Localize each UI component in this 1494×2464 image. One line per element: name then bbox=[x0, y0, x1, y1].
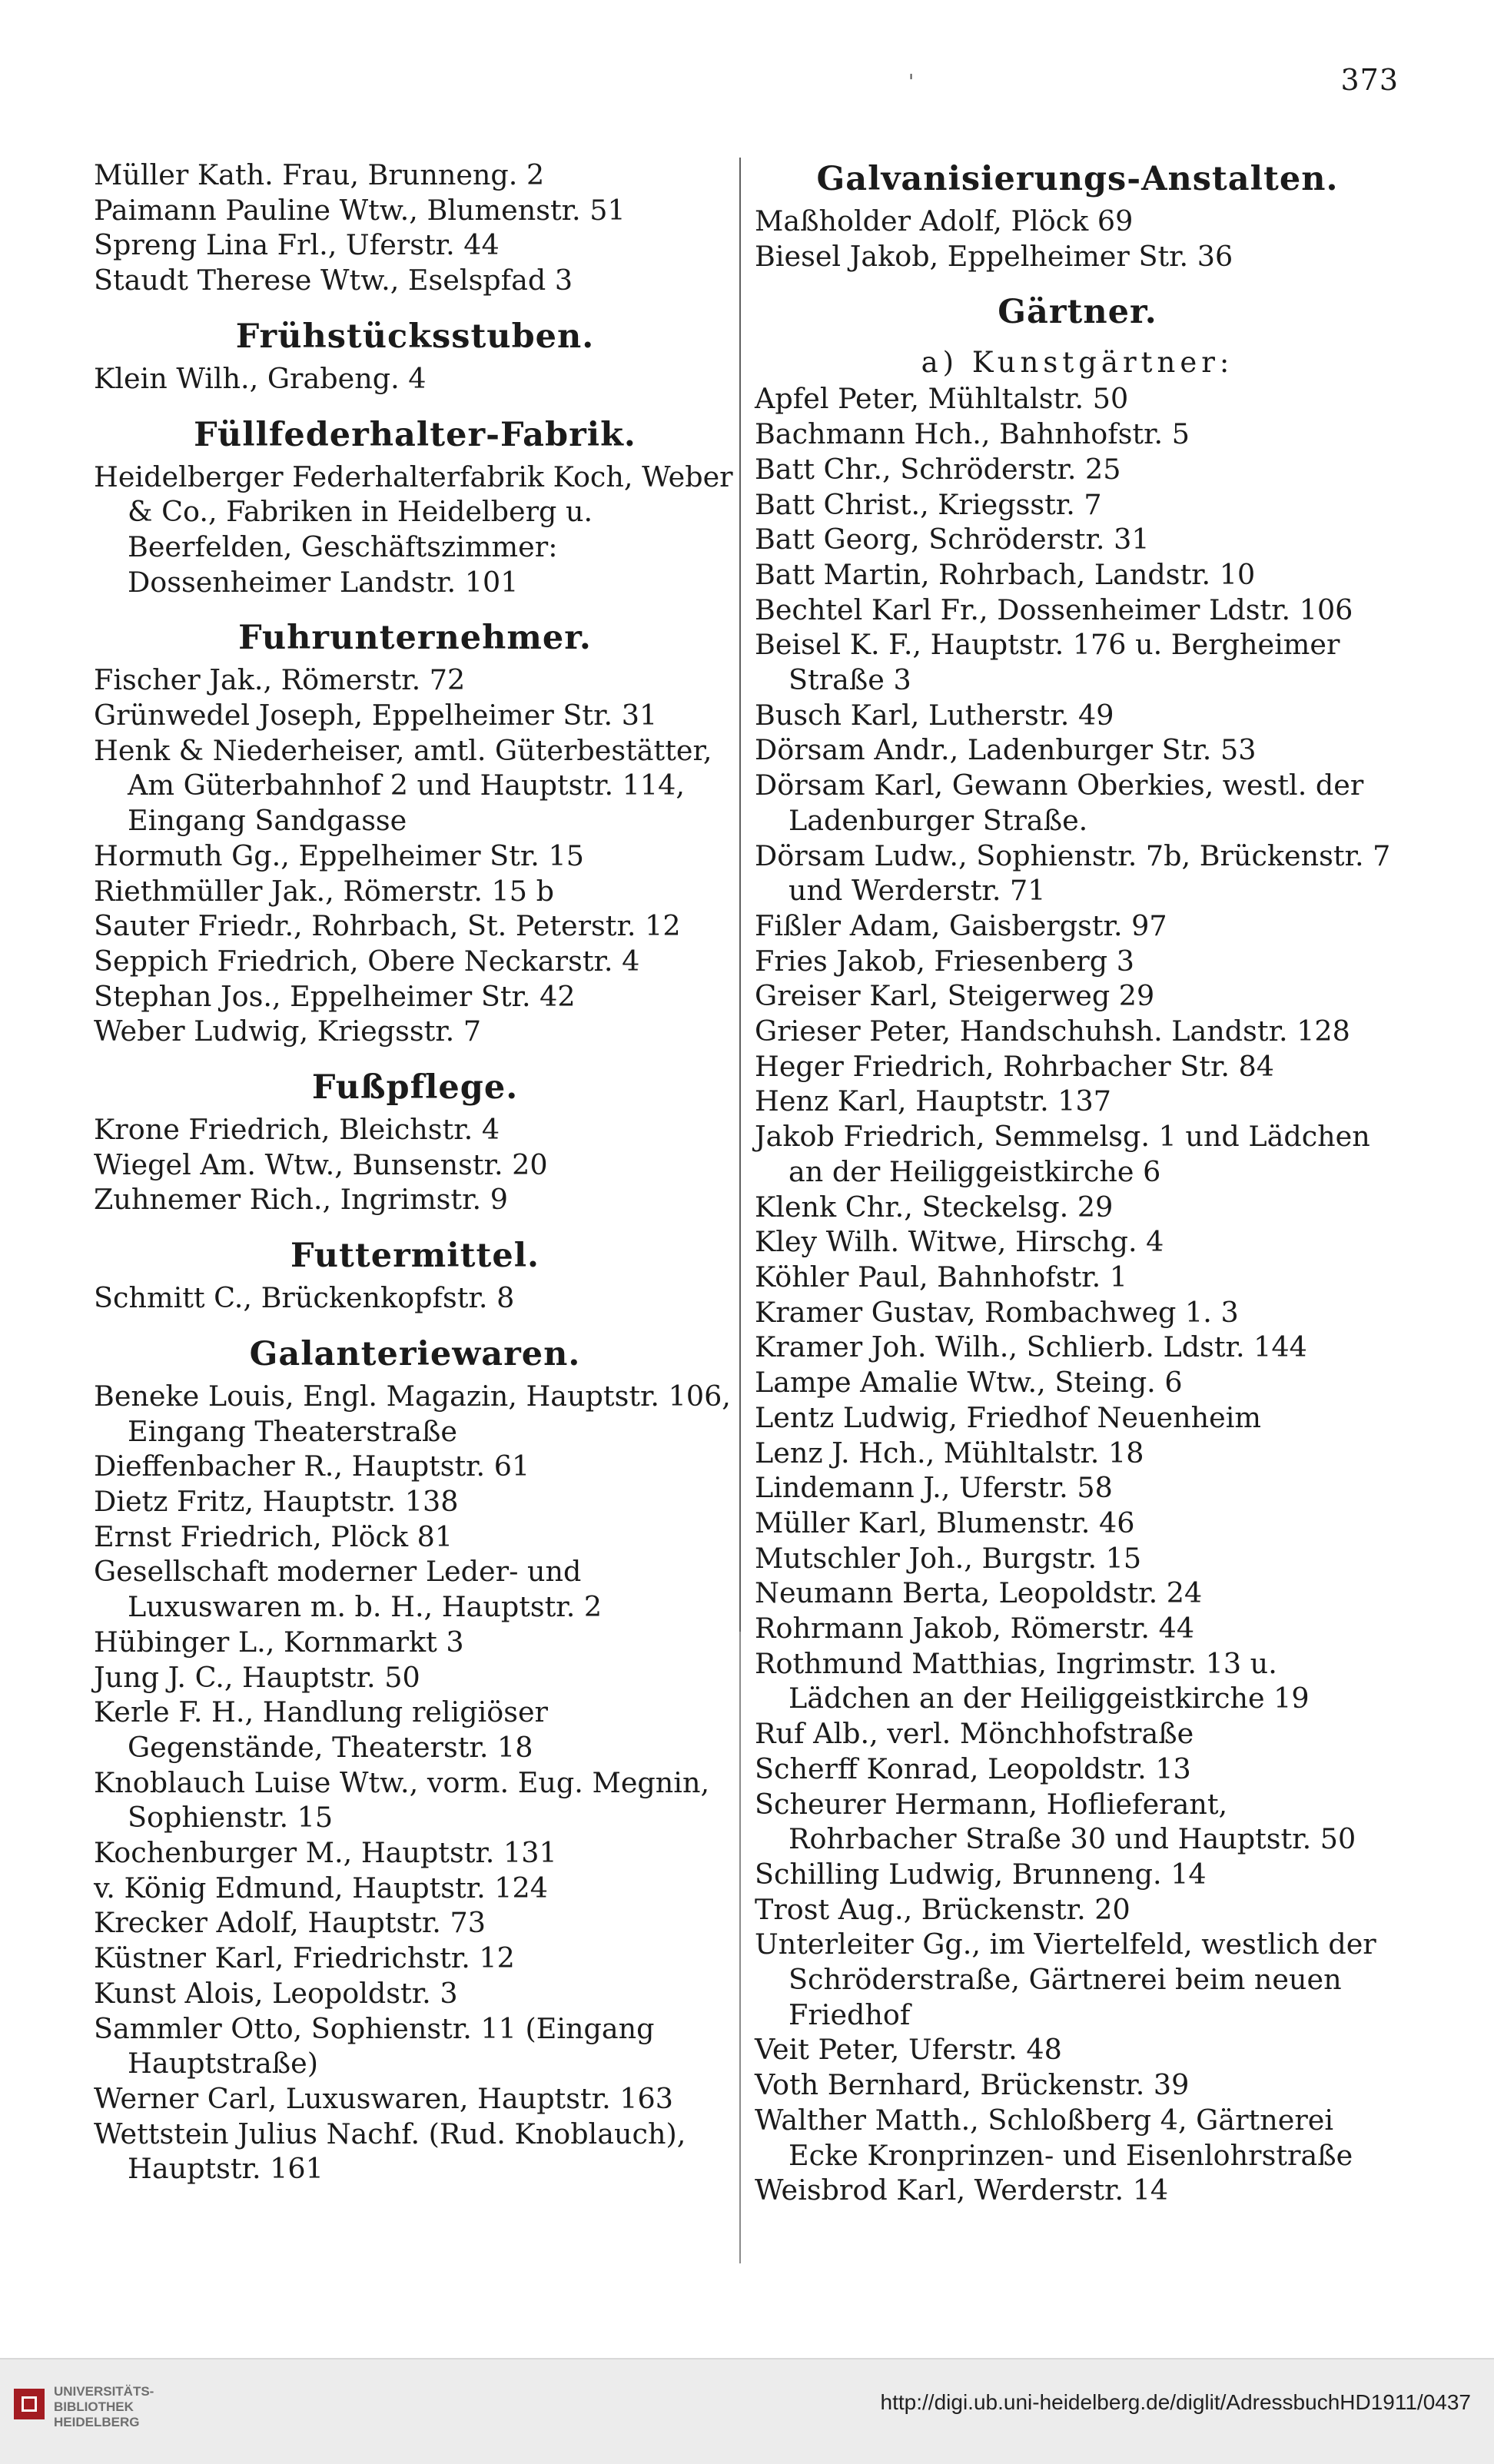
directory-entry: Lindemann J., Uferstr. 58 bbox=[755, 1471, 1113, 1505]
directory-entry: Ruf Alb., verl. Mönchhofstraße bbox=[755, 1717, 1194, 1751]
library-logo-icon bbox=[14, 2389, 45, 2419]
directory-entry: Jakob Friedrich, Semmelsg. 1 und Lädchen an der Heiliggeistkirche 6 bbox=[755, 1120, 1370, 1188]
directory-entry: Biesel Jakob, Eppelheimer Str. 36 bbox=[755, 239, 1233, 273]
directory-entry: Neumann Berta, Leopoldstr. 24 bbox=[755, 1576, 1203, 1610]
directory-entry: Scherff Konrad, Leopoldstr. 13 bbox=[755, 1752, 1191, 1785]
directory-entry: Heger Friedrich, Rohrbacher Str. 84 bbox=[755, 1049, 1275, 1083]
directory-entry: Krone Friedrich, Bleichstr. 4 bbox=[94, 1113, 500, 1147]
directory-entry: Apfel Peter, Mühltalstr. 50 bbox=[755, 382, 1129, 416]
directory-entry: Küstner Karl, Friedrichstr. 12 bbox=[94, 1941, 515, 1975]
directory-entry: Grünwedel Joseph, Eppelheimer Str. 31 bbox=[94, 699, 658, 732]
directory-entry: Zuhnemer Rich., Ingrimstr. 9 bbox=[94, 1183, 508, 1217]
directory-entry: Batt Martin, Rohrbach, Landstr. 10 bbox=[755, 557, 1256, 591]
directory-entry: Voth Bernhard, Brückenstr. 39 bbox=[755, 2068, 1190, 2102]
directory-entry: v. König Edmund, Hauptstr. 124 bbox=[94, 1871, 548, 1904]
directory-entry: Gesellschaft moderner Leder- und Luxuswaren m. b. H., Hauptstr. 2 bbox=[94, 1555, 603, 1624]
directory-entry: Beisel K. F., Hauptstr. 176 u. Bergheimer Straße 3 bbox=[755, 628, 1340, 697]
logo-line: BIBLIOTHEK bbox=[54, 2399, 134, 2414]
directory-entry: Seppich Friedrich, Obere Neckarstr. 4 bbox=[94, 944, 640, 978]
directory-entry: Spreng Lina Frl., Uferstr. 44 bbox=[94, 228, 500, 262]
footer-bar bbox=[0, 2358, 1494, 2464]
directory-entry: Lenz J. Hch., Mühltalstr. 18 bbox=[755, 1436, 1144, 1469]
column-divider bbox=[739, 158, 741, 2263]
section-heading: Gärtner. bbox=[998, 293, 1157, 332]
directory-entry: Lentz Ludwig, Friedhof Neuenheim bbox=[755, 1400, 1261, 1434]
directory-entry: Müller Karl, Blumenstr. 46 bbox=[755, 1506, 1135, 1539]
section-heading: Galanteriewaren. bbox=[249, 1334, 581, 1373]
directory-entry: Klenk Chr., Steckelsg. 29 bbox=[755, 1190, 1114, 1224]
directory-entry: Schilling Ludwig, Brunneng. 14 bbox=[755, 1857, 1207, 1891]
directory-entry: Wiegel Am. Wtw., Bunsenstr. 20 bbox=[94, 1147, 548, 1181]
directory-entry: Weber Ludwig, Kriegsstr. 7 bbox=[94, 1014, 482, 1048]
directory-entry: Heidelberger Federhalterfabrik Koch, Weber & Co., Fabriken in Heidelberg u. Beerfelden, Geschäftszimmer: Dossenheimer Landstr. 101 bbox=[94, 460, 733, 599]
directory-entry: Werner Carl, Luxuswaren, Hauptstr. 163 bbox=[94, 2081, 673, 2115]
directory-entry: Rothmund Matthias, Ingrimstr. 13 u. Lädchen an der Heiliggeistkirche 19 bbox=[755, 1646, 1310, 1715]
directory-entry: Beneke Louis, Engl. Magazin, Hauptstr. 106, Eingang Theaterstraße bbox=[94, 1379, 731, 1448]
directory-entry: Fißler Adam, Gaisbergstr. 97 bbox=[755, 908, 1167, 942]
directory-entry: Fischer Jak., Römerstr. 72 bbox=[94, 663, 466, 697]
directory-entry: Dörsam Ludw., Sophienstr. 7b, Brückenstr. 7 und Werderstr. 71 bbox=[755, 838, 1391, 908]
directory-entry: Weisbrod Karl, Werderstr. 14 bbox=[755, 2173, 1169, 2207]
page-number: 373 bbox=[1340, 63, 1399, 97]
directory-entry: Walther Matth., Schloßberg 4, Gärtnerei Ecke Kronprinzen- und Eisenlohrstraße bbox=[755, 2103, 1353, 2172]
directory-entry: Kerle F. H., Handlung religiöser Gegenstände, Theaterstr. 18 bbox=[94, 1695, 549, 1764]
directory-entry: Krecker Adolf, Hauptstr. 73 bbox=[94, 1906, 486, 1940]
directory-entry: Fries Jakob, Friesenberg 3 bbox=[755, 944, 1134, 978]
section-heading: Fußpflege. bbox=[311, 1068, 519, 1107]
directory-entry: Riethmüller Jak., Römerstr. 15 b bbox=[94, 874, 554, 908]
directory-entry: Ernst Friedrich, Plöck 81 bbox=[94, 1519, 453, 1553]
directory-entry: Dietz Fritz, Hauptstr. 138 bbox=[94, 1484, 459, 1518]
library-logo[interactable] bbox=[14, 2383, 206, 2444]
directory-entry: Kley Wilh. Witwe, Hirschg. 4 bbox=[755, 1225, 1164, 1259]
directory-entry: Köhler Paul, Bahnhofstr. 1 bbox=[755, 1260, 1128, 1293]
logo-line: UNIVERSITÄTS- bbox=[54, 2384, 154, 2399]
directory-entry: Jung J. C., Hauptstr. 50 bbox=[94, 1660, 420, 1694]
right-column bbox=[755, 158, 1400, 2208]
directory-entry: Veit Peter, Uferstr. 48 bbox=[755, 2033, 1062, 2067]
directory-entry: Trost Aug., Brückenstr. 20 bbox=[755, 1892, 1130, 1926]
directory-entry: Kramer Gustav, Rombachweg 1. 3 bbox=[755, 1295, 1239, 1329]
directory-entry: Dörsam Karl, Gewann Oberkies, westl. der Ladenburger Straße. bbox=[755, 769, 1364, 837]
section-subheading: a) Kunstgärtner: bbox=[921, 346, 1234, 380]
directory-entry: Müller Kath. Frau, Brunneng. 2 bbox=[94, 158, 545, 191]
directory-entry: Batt Christ., Kriegsstr. 7 bbox=[755, 487, 1102, 521]
directory-entry: Henz Karl, Hauptstr. 137 bbox=[755, 1084, 1111, 1118]
directory-entry: Greiser Karl, Steigerweg 29 bbox=[755, 979, 1155, 1013]
section-heading: Galvanisierungs-Anstalten. bbox=[816, 160, 1339, 198]
directory-entry: Batt Georg, Schröderstr. 31 bbox=[755, 523, 1150, 556]
directory-entry: Schmitt C., Brückenkopfstr. 8 bbox=[94, 1281, 515, 1315]
directory-entry: Staudt Therese Wtw., Eselspfad 3 bbox=[94, 264, 573, 297]
section-heading: Frühstücksstuben. bbox=[235, 317, 595, 356]
directory-entry: Rohrmann Jakob, Römerstr. 44 bbox=[755, 1612, 1195, 1645]
directory-entry: Kochenburger M., Hauptstr. 131 bbox=[94, 1836, 557, 1870]
directory-entry: Unterleiter Gg., im Viertelfeld, westlich der Schröderstraße, Gärtnerei beim neuen Friedhof bbox=[755, 1928, 1376, 2031]
directory-entry: Hormuth Gg., Eppelheimer Str. 15 bbox=[94, 838, 584, 872]
directory-entry: Batt Chr., Schröderstr. 25 bbox=[755, 452, 1121, 486]
directory-entry: Bachmann Hch., Bahnhofstr. 5 bbox=[755, 417, 1190, 451]
directory-entry: Grieser Peter, Handschuhsh. Landstr. 128 bbox=[755, 1014, 1350, 1048]
directory-entry: Stephan Jos., Eppelheimer Str. 42 bbox=[94, 979, 576, 1013]
section-heading: Fuhrunternehmer. bbox=[238, 619, 592, 658]
directory-entry: Maßholder Adolf, Plöck 69 bbox=[755, 204, 1134, 237]
directory-entry: Hübinger L., Kornmarkt 3 bbox=[94, 1625, 464, 1659]
directory-entry: Klein Wilh., Grabeng. 4 bbox=[94, 361, 427, 395]
directory-entry: Knoblauch Luise Wtw., vorm. Eug. Megnin, Sophienstr. 15 bbox=[94, 1765, 710, 1835]
directory-entry: Sammler Otto, Sophienstr. 11 (Eingang Hauptstraße) bbox=[94, 2011, 655, 2080]
directory-entry: Sauter Friedr., Rohrbach, St. Peterstr. 12 bbox=[94, 909, 681, 943]
directory-entry: Paimann Pauline Wtw., Blumenstr. 51 bbox=[94, 193, 626, 227]
page-tick-mark: ' bbox=[908, 71, 915, 94]
directory-entry: Kunst Alois, Leopoldstr. 3 bbox=[94, 1976, 458, 2010]
directory-entry: Scheurer Hermann, Hoflieferant, Rohrbacher Straße 30 und Hauptstr. 50 bbox=[755, 1787, 1356, 1856]
directory-entry: Dieffenbacher R., Hauptstr. 61 bbox=[94, 1450, 530, 1483]
directory-entry: Busch Karl, Lutherstr. 49 bbox=[755, 698, 1114, 732]
directory-entry: Mutschler Joh., Burgstr. 15 bbox=[755, 1541, 1142, 1575]
library-logo-text bbox=[54, 2384, 154, 2430]
directory-entry: Dörsam Andr., Ladenburger Str. 53 bbox=[755, 733, 1257, 767]
section-heading: Futtermittel. bbox=[290, 1237, 540, 1276]
section-heading: Füllfederhalter-Fabrik. bbox=[194, 415, 636, 454]
directory-entry: Kramer Joh. Wilh., Schlierb. Ldstr. 144 bbox=[755, 1330, 1307, 1364]
directory-entry: Henk & Niederheiser, amtl. Güterbestätter, Am Güterbahnhof 2 und Hauptstr. 114, Eingang Sandgasse bbox=[94, 733, 712, 838]
directory-entry: Wettstein Julius Nachf. (Rud. Knoblauch), Hauptstr. 161 bbox=[94, 2117, 686, 2186]
logo-line: HEIDELBERG bbox=[54, 2415, 140, 2429]
directory-entry: Bechtel Karl Fr., Dossenheimer Ldstr. 106 bbox=[755, 593, 1353, 626]
left-column bbox=[94, 158, 736, 2187]
source-url-link[interactable]: http://digi.ub.uni-heidelberg.de/diglit/AdressbuchHD1911/0437 bbox=[880, 2390, 1471, 2414]
directory-entry: Lampe Amalie Wtw., Steing. 6 bbox=[755, 1366, 1183, 1400]
